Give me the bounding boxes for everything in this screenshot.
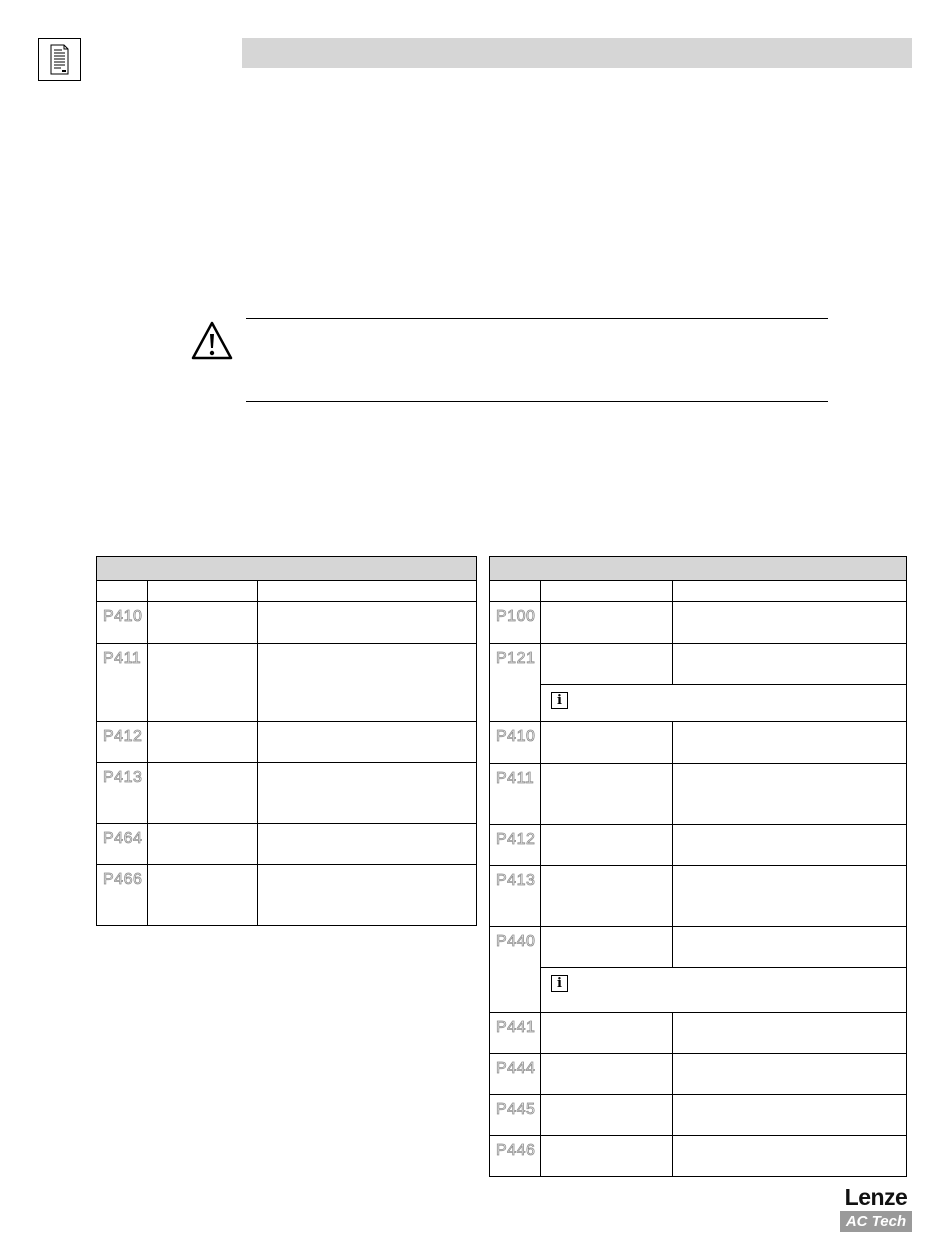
parameter-name <box>541 1054 673 1095</box>
parameter-code: P440 <box>496 933 536 950</box>
parameter-code: P411 <box>103 650 142 667</box>
left-table-title <box>97 557 477 581</box>
parameter-code: P412 <box>496 831 536 848</box>
parameter-code: P445 <box>496 1101 536 1118</box>
parameter-name <box>541 825 673 866</box>
parameter-name <box>541 1095 673 1136</box>
parameter-setting <box>673 1054 907 1095</box>
caution-bottom-rule <box>246 401 828 402</box>
parameter-setting <box>258 824 477 865</box>
note-row <box>490 968 907 1013</box>
right-col-head-name <box>541 581 673 602</box>
table-row <box>97 763 477 824</box>
parameter-name <box>541 644 673 685</box>
left-col-head-setting <box>258 581 477 602</box>
parameter-setting <box>673 764 907 825</box>
parameter-setting <box>673 927 907 968</box>
right-col-head-setting <box>673 581 907 602</box>
right-table-title <box>490 557 907 581</box>
table-row <box>490 764 907 825</box>
document-icon <box>38 38 81 81</box>
table-row <box>490 866 907 927</box>
parameter-setting <box>258 644 477 722</box>
table-row <box>490 927 907 968</box>
parameter-code: P121 <box>496 650 536 667</box>
parameter-name <box>541 1013 673 1054</box>
table-row <box>97 865 477 926</box>
table-row <box>97 824 477 865</box>
parameter-name <box>541 602 673 644</box>
parameter-name <box>148 644 258 722</box>
parameter-name <box>148 824 258 865</box>
caution-top-rule <box>246 318 828 319</box>
parameter-name <box>148 722 258 763</box>
info-icon: i <box>551 975 568 992</box>
parameter-setting <box>673 825 907 866</box>
parameter-code: P100 <box>496 608 536 625</box>
parameter-name <box>148 763 258 824</box>
parameter-code: P464 <box>103 830 143 847</box>
parameter-setting <box>673 1013 907 1054</box>
parameter-name <box>541 722 673 764</box>
parameter-name <box>541 866 673 927</box>
logo-brand: Lenze <box>844 1184 908 1210</box>
parameter-setting <box>673 1095 907 1136</box>
left-parameter-table <box>96 556 477 926</box>
header-bar <box>242 38 912 68</box>
table-row <box>97 602 477 644</box>
parameter-code: P413 <box>496 872 536 889</box>
parameter-code: P466 <box>103 871 143 888</box>
right-col-head-code <box>490 581 541 602</box>
parameter-setting <box>673 602 907 644</box>
table-row <box>97 722 477 763</box>
parameter-name <box>541 927 673 968</box>
parameter-setting <box>673 1136 907 1177</box>
parameter-setting <box>673 644 907 685</box>
table-row <box>490 1095 907 1136</box>
parameter-setting <box>258 865 477 926</box>
left-col-head-code <box>97 581 148 602</box>
left-col-head-name <box>148 581 258 602</box>
parameter-name <box>541 764 673 825</box>
parameter-name <box>148 865 258 926</box>
table-row <box>97 644 477 722</box>
info-icon: i <box>551 692 568 709</box>
parameter-code: P441 <box>496 1019 536 1036</box>
parameter-setting <box>673 722 907 764</box>
table-row <box>490 722 907 764</box>
table-row <box>490 602 907 644</box>
parameter-setting <box>673 866 907 927</box>
logo-sub: AC Tech <box>840 1211 912 1232</box>
parameter-code: P446 <box>496 1142 536 1159</box>
parameter-name <box>541 1136 673 1177</box>
table-row <box>490 1054 907 1095</box>
parameter-code: P410 <box>496 728 536 745</box>
parameter-setting <box>258 763 477 824</box>
lenze-actech-logo <box>840 1185 912 1232</box>
note-row <box>490 685 907 722</box>
right-parameter-table <box>489 556 907 1177</box>
table-row <box>490 825 907 866</box>
parameter-setting <box>258 602 477 644</box>
parameter-code: P412 <box>103 728 143 745</box>
table-row <box>490 644 907 685</box>
parameter-setting <box>258 722 477 763</box>
parameter-code: P410 <box>103 608 143 625</box>
parameter-code: P444 <box>496 1060 536 1077</box>
parameter-code: P411 <box>496 770 535 787</box>
table-row <box>490 1136 907 1177</box>
parameter-name <box>148 602 258 644</box>
caution-icon <box>190 320 234 362</box>
parameter-code: P413 <box>103 769 143 786</box>
table-row <box>490 1013 907 1054</box>
